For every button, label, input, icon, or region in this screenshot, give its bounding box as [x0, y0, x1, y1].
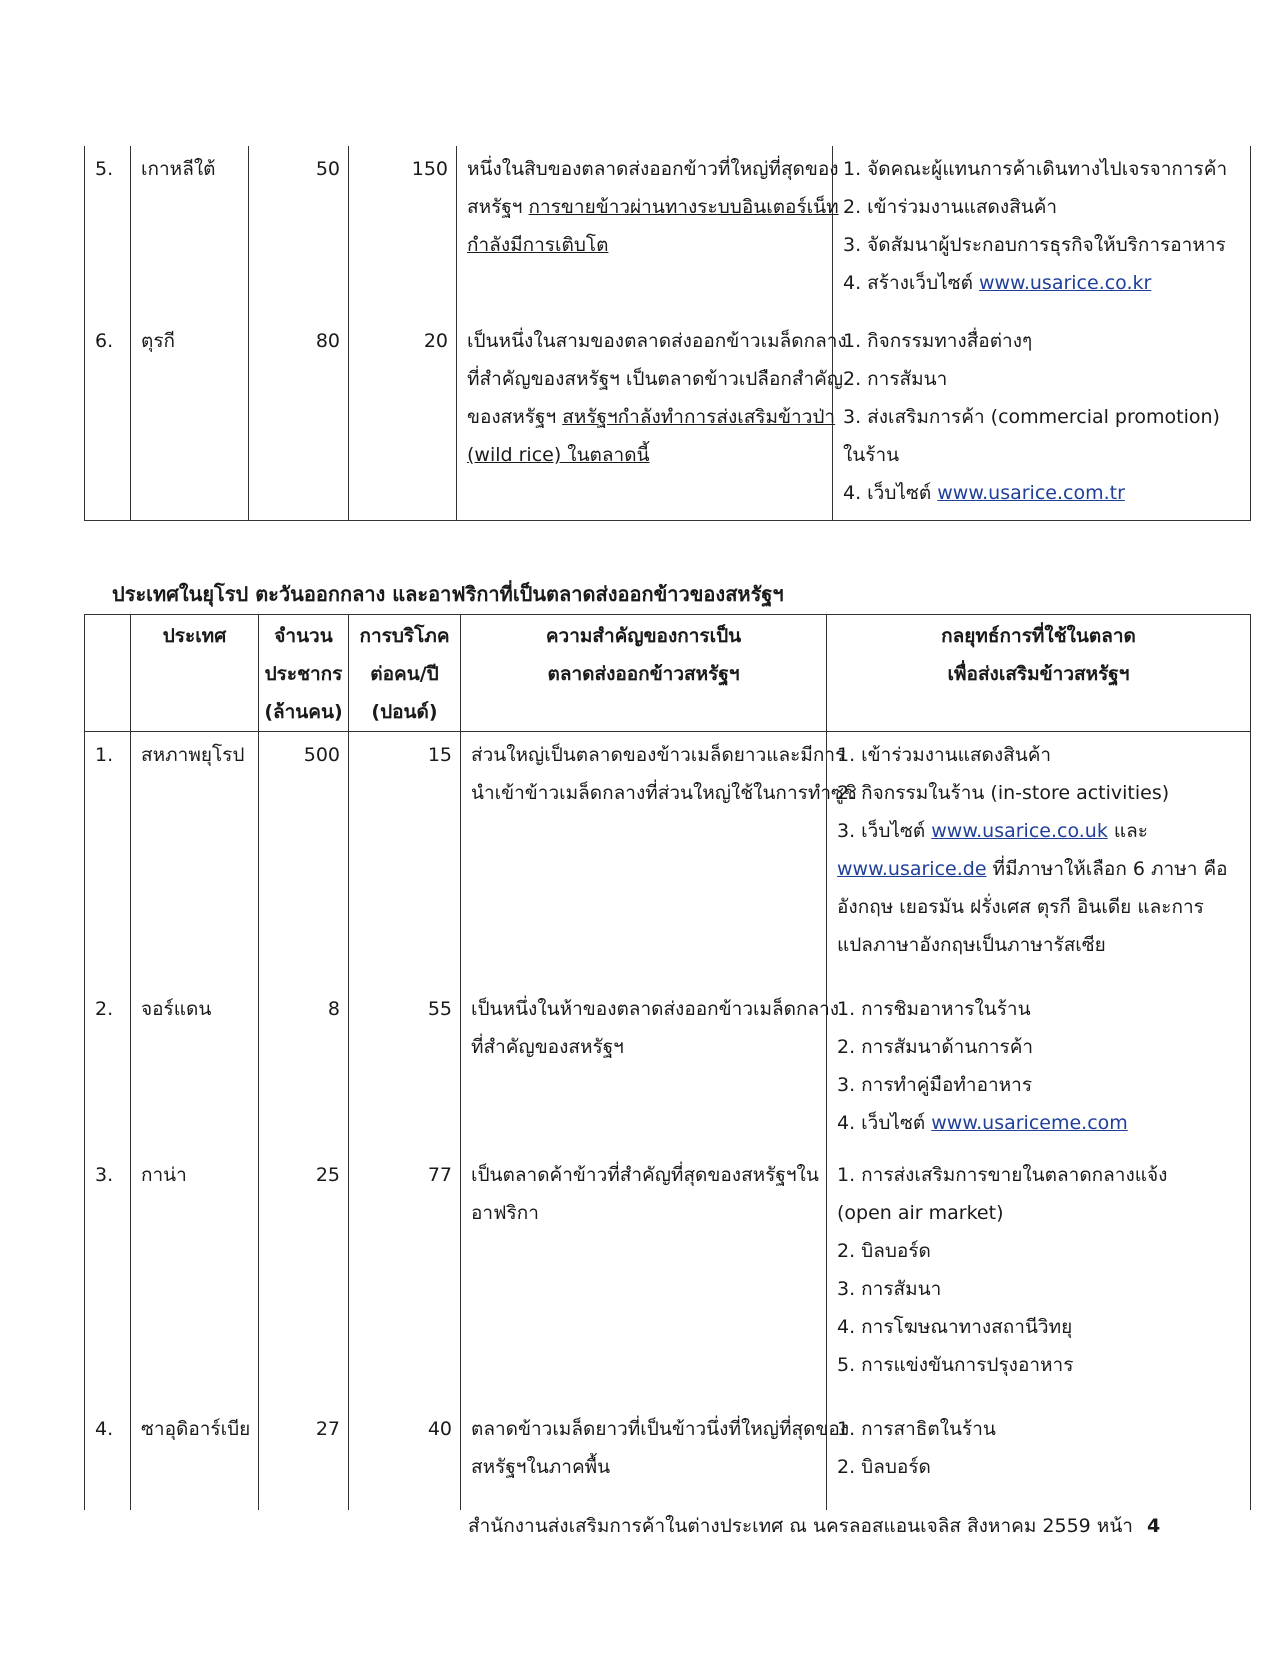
- header-consumption-line: การบริโภค: [359, 625, 450, 647]
- strategy-text: 2. การสัมนา: [843, 368, 948, 390]
- importance-line: [471, 1448, 826, 1486]
- header-importance-line: ความสำคัญของการเป็น: [545, 625, 742, 647]
- strategy-line: [837, 1104, 1250, 1142]
- row-index: 2.: [85, 986, 131, 1152]
- strategy-line: [837, 926, 1250, 964]
- strategy-line: [837, 1028, 1250, 1066]
- population-cell: 50: [249, 146, 349, 318]
- importance-text: ส่วนใหญ่เป็นตลาดของข้าวเมล็ดยาวและมีการ: [471, 744, 846, 766]
- importance-line: [467, 322, 847, 360]
- importance-cell: [461, 732, 857, 987]
- table-row: [85, 318, 1251, 521]
- header-population-line: (ล้านคน): [264, 701, 343, 723]
- rice-market-table-body: [85, 732, 1251, 1511]
- rice-market-table: [84, 614, 1251, 1510]
- strategy-line: [843, 360, 1250, 398]
- strategy-text: 1. การสาธิตในร้าน: [837, 1418, 996, 1440]
- country-cell: ตุรกี: [131, 318, 249, 521]
- header-consumption-line: (ปอนด์): [371, 701, 438, 723]
- website-link[interactable]: www.usarice.co.kr: [978, 272, 1152, 294]
- strategy-text: 4. สร้างเว็บไซต์: [843, 272, 979, 294]
- strategy-text: (open air market): [837, 1202, 1004, 1224]
- section-title: ประเทศในยุโรป ตะวันออกกลาง และอาฟริกาที่เป็นตลาดส่งออกข้าวของสหรัฐฯ: [112, 582, 784, 606]
- table-row: [85, 732, 1251, 987]
- strategy-text: 3. เว็บไซต์: [837, 820, 932, 842]
- importance-cell: [461, 1152, 827, 1406]
- importance-underlined-text: การขายข้าวผ่านทางระบบอินเตอร์เน็ท: [528, 196, 839, 218]
- header-importance: [461, 615, 827, 732]
- strategy-text: 3. จัดสัมนาผู้ประกอบการธุรกิจให้บริการอาหาร: [843, 234, 1226, 256]
- importance-text: เป็นหนึ่งในสามของตลาดส่งออกข้าวเมล็ดกลาง: [467, 330, 847, 352]
- importance-text: อาฟริกา: [471, 1202, 539, 1224]
- header-strategy-line: กลยุทธ์การที่ใช้ในตลาด: [941, 625, 1136, 647]
- consumption-cell: 40: [349, 1406, 461, 1510]
- strategy-text: อังกฤษ เยอรมัน ฝรั่งเศส ตุรกี อินเดีย และการ: [837, 896, 1204, 918]
- strategy-text: 1. การส่งเสริมการขายในตลาดกลางแจ้ง: [837, 1164, 1168, 1186]
- strategy-line: [843, 188, 1250, 226]
- table-header-row: [85, 615, 1251, 732]
- strategy-line: [843, 264, 1250, 302]
- importance-line: [467, 188, 839, 226]
- importance-text: ตลาดข้าวเมล็ดยาวที่เป็นข้าวนึ่งที่ใหญ่ที่สุดของ: [471, 1418, 850, 1440]
- population-cell: 500: [259, 732, 349, 987]
- importance-line: [471, 736, 846, 774]
- population-cell: 25: [259, 1152, 349, 1406]
- importance-text: นำเข้าข้าวเมล็ดกลางที่ส่วนใหญ่ใช้ในการทำซูชิ: [471, 782, 857, 804]
- importance-line: [471, 1410, 850, 1448]
- strategy-cell: [833, 318, 1251, 521]
- table-row: [85, 146, 1251, 318]
- strategy-line: [843, 436, 1250, 474]
- header-importance-line: ตลาดส่งออกข้าวสหรัฐฯ: [547, 663, 740, 685]
- strategy-text: 2. บิลบอร์ด: [837, 1240, 931, 1262]
- table-continued: [84, 146, 1251, 521]
- importance-line: [467, 360, 844, 398]
- strategy-text: 4. เว็บไซต์: [843, 482, 938, 504]
- strategy-text: 2. บิลบอร์ด: [837, 1456, 931, 1478]
- strategy-text: 1. จัดคณะผู้แทนการค้าเดินทางไปเจรจาการค้า: [843, 158, 1228, 180]
- strategy-line: [837, 888, 1250, 926]
- consumption-cell: 20: [349, 318, 457, 521]
- strategy-text: และ: [1107, 820, 1148, 842]
- strategy-text: 2. กิจกรรมในร้าน (in-store activities): [837, 782, 1170, 804]
- row-index: 5.: [85, 146, 131, 318]
- importance-text: เป็นตลาดค้าข้าวที่สำคัญที่สุดของสหรัฐฯใน: [471, 1164, 819, 1186]
- website-link[interactable]: www.usariceme.com: [931, 1112, 1128, 1134]
- strategy-text: ที่มีภาษาให้เลือก 6 ภาษา คือ: [986, 858, 1228, 880]
- strategy-text: 2. เข้าร่วมงานแสดงสินค้า: [843, 196, 1058, 218]
- header-population-line: จำนวน: [274, 625, 333, 647]
- importance-text: ที่สำคัญของสหรัฐฯ เป็นตลาดข้าวเปลือกสำคัญ: [467, 368, 844, 390]
- strategy-line: [843, 474, 1250, 512]
- header-population: [259, 615, 349, 732]
- strategy-text: 2. การสัมนาด้านการค้า: [837, 1036, 1034, 1058]
- table-row: [85, 1152, 1251, 1406]
- importance-underlined-text: สหรัฐฯกำลังทำการส่งเสริมข้าวป่า: [562, 406, 836, 428]
- strategy-text: แปลภาษาอังกฤษเป็นภาษารัสเซีย: [837, 934, 1106, 956]
- consumption-cell: 55: [349, 986, 461, 1152]
- importance-line: [467, 436, 832, 474]
- strategy-cell: [827, 1406, 1251, 1510]
- strategy-line: [843, 322, 1250, 360]
- country-cell: จอร์แดน: [131, 986, 259, 1152]
- importance-text: หนึ่งในสิบของตลาดส่งออกข้าวที่ใหญ่ที่สุดของ: [467, 158, 839, 180]
- strategy-line: [837, 1194, 1250, 1232]
- website-link[interactable]: www.usarice.de: [837, 858, 987, 880]
- strategy-text: 3. ส่งเสริมการค้า (commercial promotion): [843, 406, 1220, 428]
- strategy-cell: [833, 146, 1251, 318]
- strategy-line: [837, 1156, 1250, 1194]
- importance-text: ที่สำคัญของสหรัฐฯ: [471, 1036, 624, 1058]
- importance-line: [471, 1194, 826, 1232]
- importance-text: สหรัฐฯ: [467, 196, 529, 218]
- strategy-line: [837, 1232, 1250, 1270]
- website-link[interactable]: www.usarice.co.uk: [931, 820, 1108, 842]
- importance-line: [471, 774, 857, 812]
- country-cell: กาน่า: [131, 1152, 259, 1406]
- importance-cell: [457, 318, 847, 521]
- row-index: 6.: [85, 318, 131, 521]
- page-footer: [468, 1508, 1160, 1544]
- importance-underlined-text: (wild rice) ในตลาดนี้: [467, 444, 650, 466]
- strategy-text: 4. การโฆษณาทางสถานีวิทยุ: [837, 1316, 1073, 1338]
- importance-line: [467, 226, 832, 264]
- consumption-cell: 150: [349, 146, 457, 318]
- strategy-cell: [827, 1152, 1251, 1406]
- importance-line: [471, 990, 840, 1028]
- strategy-text: 1. การชิมอาหารในร้าน: [837, 998, 1031, 1020]
- strategy-line: [837, 1448, 1250, 1486]
- page-number: 4: [1146, 1515, 1161, 1537]
- country-cell: สหภาพยุโรป: [131, 732, 259, 987]
- population-cell: 27: [259, 1406, 349, 1510]
- strategy-line: [837, 812, 1250, 850]
- strategy-line: [837, 774, 1250, 812]
- importance-cell: [457, 146, 839, 318]
- header-consumption: [349, 615, 461, 732]
- importance-underlined-text: กำลังมีการเติบโต: [467, 234, 609, 256]
- strategy-line: [837, 850, 1250, 888]
- importance-text: เป็นหนึ่งในห้าของตลาดส่งออกข้าวเมล็ดกลาง: [471, 998, 840, 1020]
- importance-line: [471, 1156, 826, 1194]
- strategy-text: 3. การสัมนา: [837, 1278, 942, 1300]
- header-population-line: ประชากร: [264, 663, 343, 685]
- importance-line: [467, 398, 836, 436]
- population-cell: 8: [259, 986, 349, 1152]
- strategy-text: 1. เข้าร่วมงานแสดงสินค้า: [837, 744, 1052, 766]
- table-row: [85, 1406, 1251, 1510]
- strategy-line: [837, 1410, 1250, 1448]
- header-country: ประเทศ: [131, 615, 259, 732]
- row-index: 3.: [85, 1152, 131, 1406]
- strategy-text: 1. กิจกรรมทางสื่อต่างๆ: [843, 330, 1033, 352]
- table-row: [85, 986, 1251, 1152]
- strategy-line: [837, 1308, 1250, 1346]
- strategy-line: [837, 990, 1250, 1028]
- strategy-line: [843, 398, 1250, 436]
- importance-text: ของสหรัฐฯ: [467, 406, 563, 428]
- strategy-text: 5. การแข่งขันการปรุงอาหาร: [837, 1354, 1074, 1376]
- strategy-line: [837, 1346, 1250, 1384]
- strategy-cell: [827, 732, 1251, 987]
- header-index: [85, 615, 131, 732]
- strategy-cell: [827, 986, 1251, 1152]
- strategy-line: [837, 1270, 1250, 1308]
- importance-cell: [461, 986, 840, 1152]
- strategy-line: [843, 226, 1250, 264]
- strategy-line: [837, 1066, 1250, 1104]
- consumption-cell: 77: [349, 1152, 461, 1406]
- strategy-text: ในร้าน: [843, 444, 900, 466]
- header-consumption-line: ต่อคน/ปี: [370, 663, 439, 685]
- country-cell: ซาอุดิอาร์เบีย: [131, 1406, 259, 1510]
- importance-line: [467, 150, 839, 188]
- row-index: 1.: [85, 732, 131, 987]
- header-strategy: [827, 615, 1251, 732]
- population-cell: 80: [249, 318, 349, 521]
- table-continued-body: [85, 146, 1251, 521]
- country-cell: เกาหลีใต้: [131, 146, 249, 318]
- importance-cell: [461, 1406, 850, 1510]
- strategy-text: 3. การทำคู่มือทำอาหาร: [837, 1074, 1033, 1096]
- importance-text: สหรัฐฯในภาคพื้น: [471, 1456, 611, 1478]
- strategy-text: 4. เว็บไซต์: [837, 1112, 932, 1134]
- website-link[interactable]: www.usarice.com.tr: [937, 482, 1125, 504]
- footer-office: สำนักงานส่งเสริมการค้าในต่างประเทศ ณ นครลอสแอนเจลิส สิงหาคม 2559 หน้า: [468, 1515, 1133, 1537]
- strategy-line: [837, 736, 1250, 774]
- consumption-cell: 15: [349, 732, 461, 987]
- importance-line: [471, 1028, 826, 1066]
- strategy-line: [843, 150, 1250, 188]
- header-strategy-line: เพื่อส่งเสริมข้าวสหรัฐฯ: [947, 663, 1130, 685]
- row-index: 4.: [85, 1406, 131, 1510]
